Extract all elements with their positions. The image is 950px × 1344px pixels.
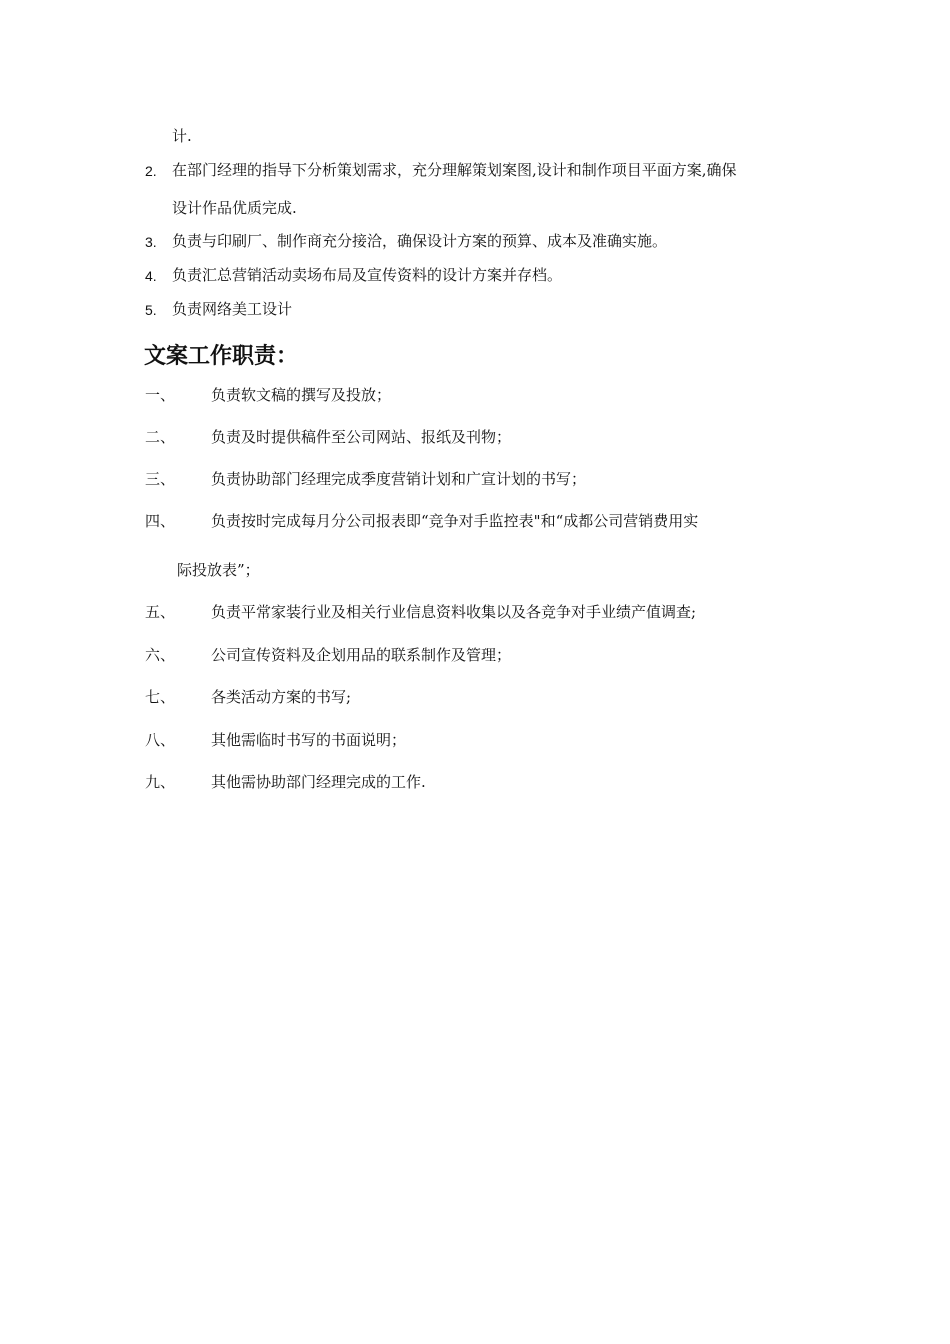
list-item-text: 负责网络美工设计	[172, 300, 293, 318]
list-item-number: 3.	[145, 234, 157, 250]
list-item-number: 2.	[145, 163, 157, 179]
list-item-number: 4.	[145, 268, 157, 284]
list-item-number: 5.	[145, 302, 157, 318]
list-item-text: 其他需协助部门经理完成的工作.	[211, 773, 426, 791]
list-item-number: 八、	[145, 731, 176, 749]
list-item-number: 七、	[145, 688, 176, 706]
list-item-text: 负责协助部门经理完成季度营销计划和广宣计划的书写；	[211, 470, 587, 488]
continuation-text: 计.	[172, 127, 192, 145]
list-item-text-continued: 设计作品优质完成.	[172, 199, 297, 217]
list-item-number: 一、	[145, 386, 176, 404]
list-item-text: 负责软文稿的撰写及投放；	[211, 386, 392, 404]
list-item-number: 六、	[145, 646, 176, 664]
list-item-number: 九、	[145, 773, 176, 791]
list-item-text: 负责与印刷厂、制作商充分接洽，确保设计方案的预算、成本及准确实施。	[172, 232, 668, 250]
list-item-number: 五、	[145, 603, 176, 621]
list-item-number: 三、	[145, 470, 176, 488]
list-item-text: 负责按时完成每月分公司报表即“竞争对手监控表"和“成都公司营销费用实	[211, 512, 699, 530]
list-item-text-continued: 际投放表”；	[177, 561, 260, 579]
list-item-number: 四、	[145, 512, 176, 530]
list-item-number: 二、	[145, 428, 176, 446]
list-item-text: 在部门经理的指导下分析策划需求，充分理解策划案图,设计和制作项目平面方案,确保	[172, 161, 737, 179]
list-item-text: 各类活动方案的书写;	[211, 688, 352, 706]
list-item-text: 公司宣传资料及企划用品的联系制作及管理；	[211, 646, 512, 664]
section-heading: 文案工作职责：	[144, 344, 299, 369]
list-item-text: 负责平常家装行业及相关行业信息资料收集以及各竞争对手业绩产值调查;	[211, 603, 697, 621]
list-item-text: 负责汇总营销活动卖场布局及宣传资料的设计方案并存档。	[172, 266, 563, 284]
list-item-text: 其他需临时书写的书面说明；	[211, 731, 407, 749]
list-item-text: 负责及时提供稿件至公司网站、报纸及刊物；	[211, 428, 512, 446]
